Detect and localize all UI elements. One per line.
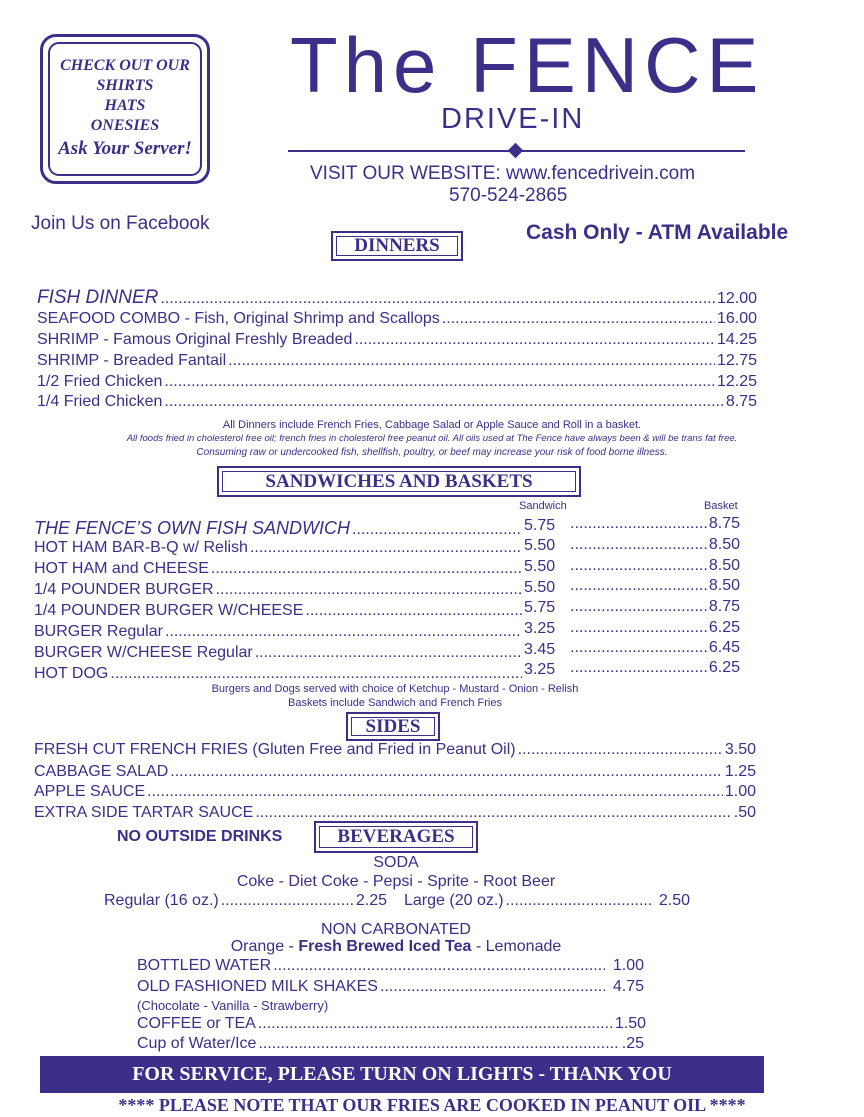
menu-item xyxy=(37,331,757,351)
leader-dots xyxy=(110,665,522,683)
item-name: SHRIMP - Breaded Fantail xyxy=(37,352,227,369)
peanut-oil-notice: **** PLEASE NOTE THAT OUR FRIES ARE COOKED IN PEANUT OIL **** xyxy=(118,1095,746,1115)
condiments-note: Burgers and Dogs served with choice of Ketchup - Mustard - Onion - Relish xyxy=(211,683,579,695)
leader-dots xyxy=(352,521,522,539)
sides-heading-label: SIDES xyxy=(365,716,421,737)
menu-item xyxy=(34,539,524,559)
basket-row xyxy=(568,619,740,639)
restaurant-subtitle: DRIVE-IN xyxy=(441,103,585,135)
leader-dots xyxy=(305,602,522,620)
service-banner: FOR SERVICE, PLEASE TURN ON LIGHTS - THANK YOU xyxy=(40,1056,764,1093)
oil-note: All foods fried in cholesterol free oil; french fries in cholesterol free peanut oil. All oils used at The Fence have always been & will be trans fat free. xyxy=(126,433,738,444)
leader-dots xyxy=(570,577,707,595)
consumption-warning: Consuming raw or undercooked fish, shellfish, poultry, or beef may increase your risk of food borne illness. xyxy=(196,447,668,458)
website-text: VISIT OUR WEBSITE: www.fencedrivein.com xyxy=(310,163,696,184)
item-price: 1.25 xyxy=(724,763,756,780)
basket-price: 8.50 xyxy=(708,577,740,594)
leader-dots xyxy=(164,393,723,411)
restaurant-title: The FENCE xyxy=(290,21,765,109)
leader-dots xyxy=(570,619,707,637)
menu-item xyxy=(137,1035,644,1055)
item-name: THE FENCE’S OWN FISH SANDWICH xyxy=(34,518,351,538)
menu-item xyxy=(37,352,757,372)
menu-item xyxy=(34,518,524,540)
shake-flavors: (Chocolate - Vanilla - Strawberry) xyxy=(137,998,329,1013)
item-price: 1.50 xyxy=(614,1015,646,1032)
menu-item xyxy=(37,310,757,330)
basket-row xyxy=(568,598,740,618)
menu-item xyxy=(137,978,644,998)
menu-item xyxy=(37,373,757,393)
item-price: 12.00 xyxy=(716,290,757,307)
menu-item xyxy=(34,644,524,664)
menu-item xyxy=(34,560,524,580)
beverages-heading xyxy=(314,821,478,853)
menu-item xyxy=(34,665,524,685)
menu-item xyxy=(137,1015,646,1035)
item-name: Large (20 oz.) xyxy=(404,892,504,909)
leader-dots xyxy=(570,536,707,554)
no-outside-drinks: NO OUTSIDE DRINKS xyxy=(117,828,283,845)
sandwich-price: 5.50 xyxy=(524,579,556,596)
item-name: FISH DINNER xyxy=(37,287,159,308)
sandwiches-heading xyxy=(217,466,581,497)
item-name: SEAFOOD COMBO - Fish, Original Shrimp and Scallops xyxy=(37,310,440,327)
leader-dots xyxy=(165,623,522,641)
promo-line: SHIRTS xyxy=(96,77,154,94)
item-price: 1.00 xyxy=(724,783,756,800)
phone-number: 570-524-2865 xyxy=(449,185,568,206)
sandwich-price: 5.75 xyxy=(524,517,556,534)
leader-dots xyxy=(442,310,715,328)
basket-row xyxy=(568,577,740,597)
menu-item xyxy=(37,287,757,309)
basket-row xyxy=(568,515,740,535)
item-name: EXTRA SIDE TARTAR SAUCE xyxy=(34,804,254,821)
orange-label: Orange - xyxy=(230,938,299,955)
item-price: 14.25 xyxy=(716,331,757,348)
dinners-heading xyxy=(331,231,463,261)
leader-dots xyxy=(250,539,522,557)
soda-large xyxy=(404,892,690,912)
diamond-ornament xyxy=(508,143,524,159)
promo-text xyxy=(48,42,202,176)
item-name: COFFEE or TEA xyxy=(137,1015,256,1032)
leader-dots xyxy=(170,763,723,781)
promo-line: HATS xyxy=(104,97,146,114)
sandwich-price: 3.25 xyxy=(524,661,556,678)
sandwich-price: 3.25 xyxy=(524,620,556,637)
leader-dots xyxy=(518,741,723,759)
item-name: 1/4 POUNDER BURGER W/CHEESE xyxy=(34,602,304,619)
facebook-text: Join Us on Facebook xyxy=(31,213,210,234)
item-price: 2.25 xyxy=(355,892,387,909)
menu-item xyxy=(137,957,644,977)
sandwiches-heading-label: SANDWICHES AND BASKETS xyxy=(265,471,533,492)
leader-dots xyxy=(160,290,715,308)
leader-dots xyxy=(506,892,651,910)
item-name: 1/4 POUNDER BURGER xyxy=(34,581,214,598)
item-price: 4.75 xyxy=(612,978,644,995)
item-name: APPLE SAUCE xyxy=(34,783,146,800)
leader-dots xyxy=(570,639,707,657)
lemonade-label: - Lemonade xyxy=(471,938,562,955)
leader-dots xyxy=(255,644,522,662)
item-price: .50 xyxy=(733,804,756,821)
item-price: 16.00 xyxy=(716,310,757,327)
item-name: BURGER Regular xyxy=(34,623,163,640)
sandwich-price: 3.45 xyxy=(524,641,556,658)
promo-line: ONESIES xyxy=(90,117,160,134)
item-price: 1.00 xyxy=(612,957,644,974)
leader-dots xyxy=(147,783,723,801)
leader-dots xyxy=(354,331,715,349)
basket-column-header: Basket xyxy=(704,500,738,512)
item-name: BURGER W/CHEESE Regular xyxy=(34,644,253,661)
item-price: 12.25 xyxy=(716,373,757,390)
basket-price: 8.50 xyxy=(708,557,740,574)
promo-ask-server: Ask Your Server! xyxy=(58,138,192,159)
basket-price: 6.25 xyxy=(708,659,740,676)
dinners-note: All Dinners include French Fries, Cabbage Salad or Apple Sauce and Roll in a basket. xyxy=(222,419,642,431)
leader-dots xyxy=(255,804,731,822)
item-name: CABBAGE SALAD xyxy=(34,763,169,780)
menu-item xyxy=(37,393,757,413)
sandwich-price: 5.50 xyxy=(524,537,556,554)
leader-dots xyxy=(570,557,707,575)
item-name: HOT HAM and CHEESE xyxy=(34,560,209,577)
leader-dots xyxy=(570,659,707,677)
non-carbonated-label: NON CARBONATED xyxy=(321,921,471,938)
soda-regular xyxy=(104,892,387,912)
basket-price: 8.75 xyxy=(708,598,740,615)
item-name: FRESH CUT FRENCH FRIES (Gluten Free and Fried in Peanut Oil) xyxy=(34,741,516,758)
iced-tea-label: Fresh Brewed Iced Tea xyxy=(298,938,472,955)
menu-item xyxy=(34,581,524,601)
menu-item xyxy=(34,623,524,643)
item-name: OLD FASHIONED MILK SHAKES xyxy=(137,978,378,995)
cash-only-text: Cash Only - ATM Available xyxy=(526,221,789,244)
menu-item xyxy=(34,783,756,803)
soda-list: Coke - Diet Coke - Pepsi - Sprite - Root Beer xyxy=(236,873,556,890)
basket-price: 8.50 xyxy=(708,536,740,553)
item-name: 1/2 Fried Chicken xyxy=(37,373,163,390)
baskets-note: Baskets include Sandwich and French Fries xyxy=(288,697,502,709)
item-name: Regular (16 oz.) xyxy=(104,892,219,909)
leader-dots xyxy=(258,1015,613,1033)
sandwich-price: 5.50 xyxy=(524,558,556,575)
basket-row xyxy=(568,557,740,577)
beverages-heading-label: BEVERAGES xyxy=(337,826,455,847)
leader-dots xyxy=(216,581,522,599)
leader-dots xyxy=(570,598,707,616)
leader-dots xyxy=(228,352,715,370)
non-carbonated-list xyxy=(0,938,792,956)
dinners-heading-label: DINNERS xyxy=(354,235,440,256)
item-price: 2.50 xyxy=(658,892,690,909)
leader-dots xyxy=(164,373,715,391)
soda-label: SODA xyxy=(373,854,419,871)
item-name: SHRIMP - Famous Original Freshly Breaded xyxy=(37,331,353,348)
menu-item xyxy=(34,602,524,622)
sandwich-price: 5.75 xyxy=(524,599,556,616)
item-price: 12.75 xyxy=(716,352,757,369)
basket-row xyxy=(568,536,740,556)
basket-price: 8.75 xyxy=(708,515,740,532)
item-name: BOTTLED WATER xyxy=(137,957,272,974)
item-price: 8.75 xyxy=(725,393,757,410)
leader-dots xyxy=(258,1035,619,1053)
basket-row xyxy=(568,659,740,679)
item-name: Cup of Water/Ice xyxy=(137,1035,257,1052)
leader-dots xyxy=(221,892,354,910)
item-name: 1/4 Fried Chicken xyxy=(37,393,163,410)
sides-heading xyxy=(346,712,440,741)
leader-dots xyxy=(211,560,522,578)
basket-row xyxy=(568,639,740,659)
item-price: .25 xyxy=(621,1035,644,1052)
item-price: 3.50 xyxy=(724,741,756,758)
leader-dots xyxy=(273,957,605,975)
sandwich-column-header: Sandwich xyxy=(519,500,567,512)
item-name: HOT DOG xyxy=(34,665,109,682)
basket-price: 6.45 xyxy=(708,639,740,656)
leader-dots xyxy=(380,978,605,996)
menu-item xyxy=(34,741,756,761)
promo-box xyxy=(40,34,210,184)
item-name: HOT HAM BAR-B-Q w/ Relish xyxy=(34,539,248,556)
basket-price: 6.25 xyxy=(708,619,740,636)
promo-line: CHECK OUT OUR xyxy=(60,57,190,74)
leader-dots xyxy=(570,515,707,533)
menu-item xyxy=(34,763,756,783)
